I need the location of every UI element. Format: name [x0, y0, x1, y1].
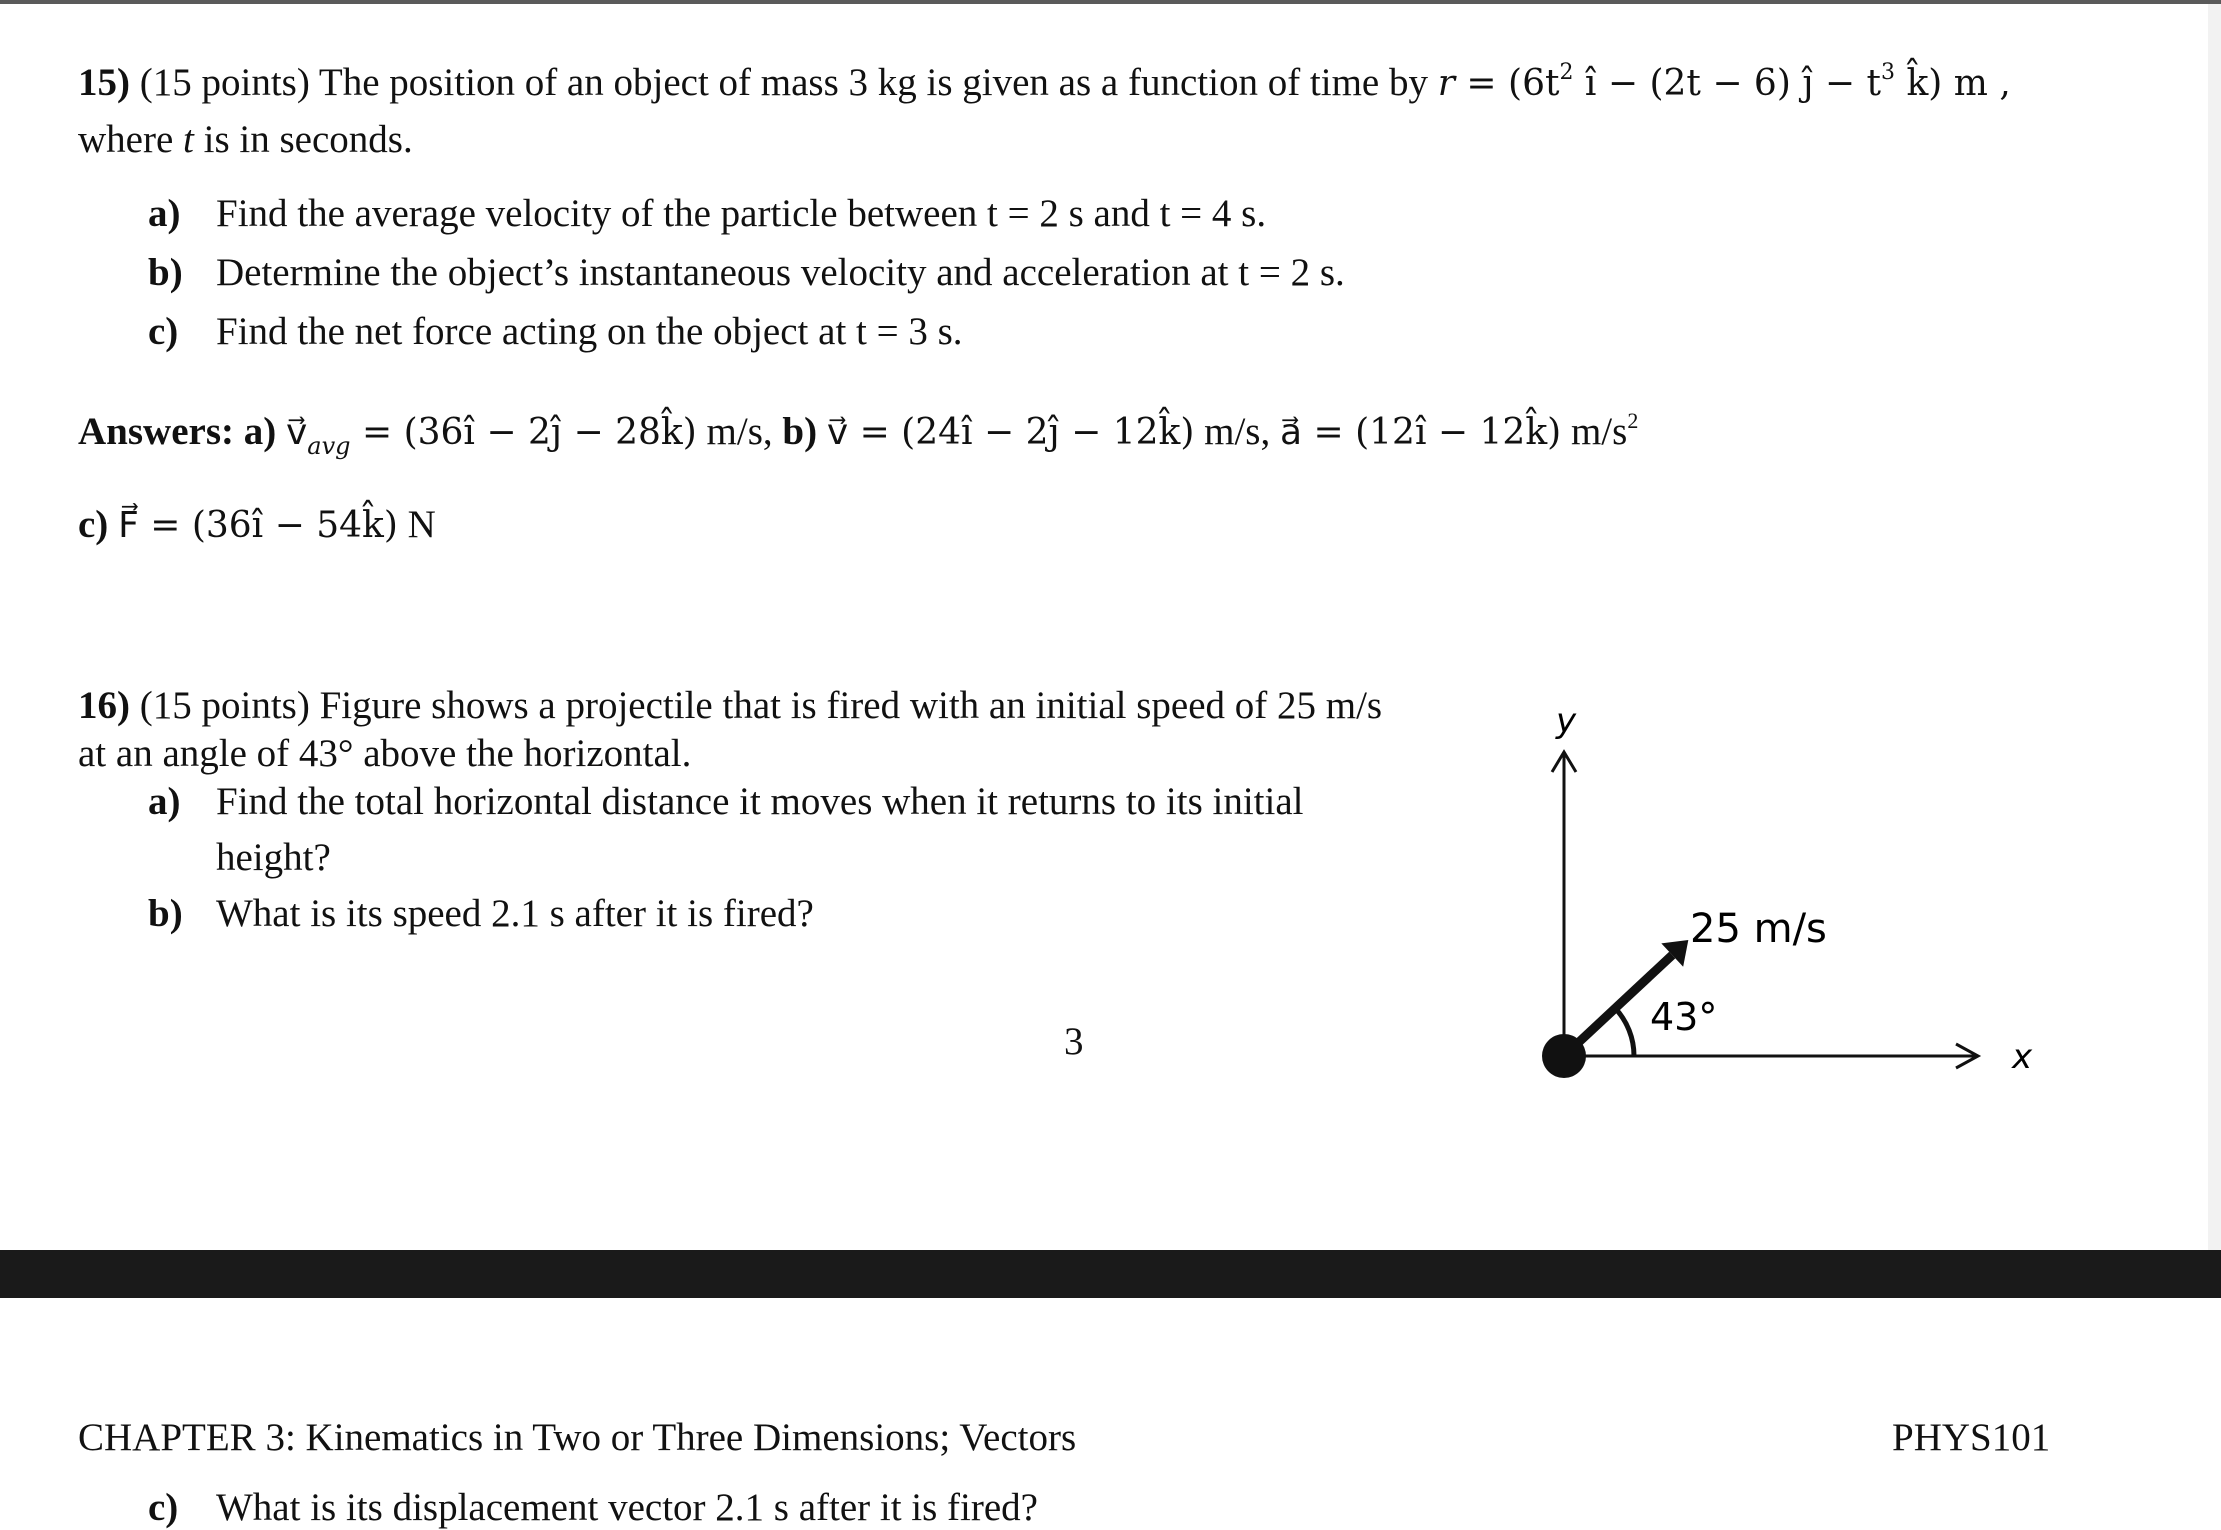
q15-intro: The position of an object of mass 3 kg is given as a function of time by — [318, 61, 1428, 104]
projectile-diagram — [1500, 690, 2060, 1090]
answer-a: $v⃗_{avg}$ = (36î − 2ĵ − 28k̂) — [285, 412, 697, 460]
q16-part-a-label: a) — [148, 780, 181, 823]
q16-part-a-text-1: Find the total horizontal distance it moves when it returns to its initial — [216, 780, 1304, 823]
q16-line-2: at an angle of 43° above the horizontal. — [78, 732, 692, 775]
q16-number: 16) — [78, 684, 130, 727]
q16-line-1: 16) (15 points) Figure shows a projectile that is fired with an initial speed of 25 m/s — [78, 684, 1383, 727]
q15-part-b-text: Determine the object’s instantaneous velocity and acceleration at t = 2 s. — [216, 251, 1345, 294]
q16-part-c-label: c) — [148, 1486, 179, 1529]
page-number: 3 — [1064, 1020, 1084, 1063]
q15-line-1 — [78, 62, 2011, 102]
y-axis-label: y — [1556, 701, 1577, 741]
q15-part-a-text: Find the average velocity of the particle between t = 2 s and t = 4 s. — [216, 192, 1267, 235]
q15-answers-line-2: c) F⃗ = (36î − 54k̂) N — [78, 503, 436, 546]
projectile-launch-point — [1542, 1034, 1586, 1078]
q16-part-b-text: What is its speed 2.1 s after it is fired? — [216, 892, 814, 935]
q15-number: 15) — [78, 61, 130, 104]
chapter-header: CHAPTER 3: Kinematics in Two or Three Dimensions; Vectors — [78, 1416, 1077, 1459]
q15-part-b-label: b) — [148, 251, 183, 294]
page-divider — [0, 1250, 2221, 1298]
page-edge-shadow — [2208, 4, 2221, 1250]
answers-label: Answers: a) — [78, 410, 286, 453]
answer-b-velocity: v⃗ = (24î − 2ĵ − 12k̂) — [826, 412, 1195, 453]
q15-points: (15 points) — [139, 61, 310, 104]
answer-c-force: F⃗ = (36î − 54k̂) — [118, 505, 398, 546]
q15-part-c-label: c) — [148, 310, 179, 353]
angle-label: 43° — [1650, 995, 1718, 1039]
angle-arc — [1615, 1008, 1634, 1056]
course-code: PHYS101 — [1892, 1416, 2051, 1459]
window-top-border — [0, 0, 2221, 4]
x-axis-label: x — [2012, 1037, 2033, 1077]
answer-b-acceleration: a⃗ = (12î − 12k̂) — [1280, 412, 1562, 453]
q15-position-equation: $r = (6t^2$ î − (2t − 6) ĵ − $t^3$ k̂) m , — [1437, 60, 2011, 104]
q15-line-2: where t is in seconds. — [78, 118, 413, 161]
q16-part-c-text: What is its displacement vector 2.1 s after it is fired? — [216, 1486, 1038, 1529]
q16-part-b-label: b) — [148, 892, 183, 935]
q15-part-a-label: a) — [148, 192, 181, 235]
q15-part-c-text: Find the net force acting on the object at t = 3 s. — [216, 310, 963, 353]
q16-part-a-text-2: height? — [216, 836, 331, 879]
speed-label: 25 m/s — [1690, 906, 1827, 952]
q15-answers-line-1: Answers: a) $v⃗_{avg}$ = (36î − 2ĵ − 28k̂) m/s, b) v⃗ = (24î − 2ĵ − 12k̂) m/s, a⃗ = (12î − 12k̂) $m/s^2$ — [78, 408, 1639, 460]
